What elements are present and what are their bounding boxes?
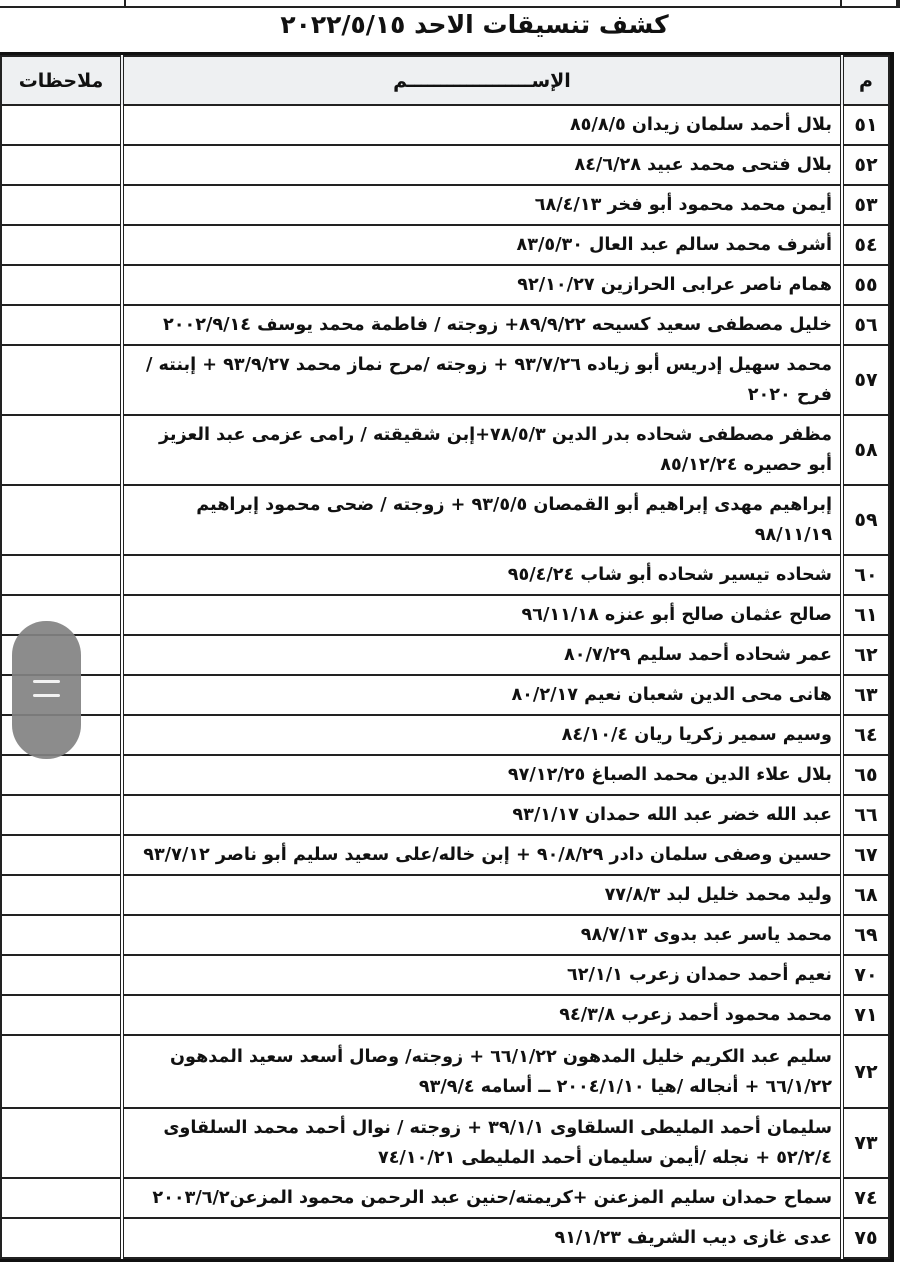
row-number: ٦٦ xyxy=(842,795,889,835)
row-notes xyxy=(1,415,122,485)
row-notes xyxy=(1,345,122,415)
row-number: ٧٤ xyxy=(842,1178,889,1218)
row-notes xyxy=(1,555,122,595)
row-notes xyxy=(1,1218,122,1258)
row-number: ٦١ xyxy=(842,595,889,635)
row-name: هانى محى الدين شعبان نعيم ٨٠/٢/١٧ xyxy=(122,675,842,715)
grip-line-icon xyxy=(33,694,60,697)
row-name: أشرف محمد سالم عبد العال ٨٣/٥/٣٠ xyxy=(122,225,842,265)
row-name: خليل مصطفى سعيد كسيحه ٨٩/٩/٢٢+ زوجته / فاطمة محمد يوسف ٢٠٠٢/٩/١٤ xyxy=(122,305,842,345)
row-notes xyxy=(1,875,122,915)
row-name: سماح حمدان سليم المزعنن +كريمته/حنين عبد الرحمن محمود المزعن٢٠٠٣/٦/٢ xyxy=(122,1178,842,1218)
row-notes xyxy=(1,835,122,875)
row-notes xyxy=(1,305,122,345)
row-name: بلال أحمد سلمان زيدان ٨٥/٨/٥ xyxy=(122,105,842,145)
row-notes xyxy=(1,955,122,995)
row-notes xyxy=(1,485,122,555)
grip-line-icon xyxy=(33,680,60,683)
row-number: ٦٠ xyxy=(842,555,889,595)
row-notes xyxy=(1,225,122,265)
row-number: ٦٢ xyxy=(842,635,889,675)
header-notes: ملاحظات xyxy=(1,56,122,105)
table-row xyxy=(1,1178,889,1218)
row-number: ٥١ xyxy=(842,105,889,145)
row-name: محمد سهيل إدريس أبو زياده ٩٣/٧/٢٦ + زوجته /مرح نماز محمد ٩٣/٩/٢٧ + إبنته / فرح ٢٠٢٠ xyxy=(122,345,842,415)
row-number: ٦٤ xyxy=(842,715,889,755)
table-row xyxy=(1,265,889,305)
row-number: ٧١ xyxy=(842,995,889,1035)
row-name: عدى غازى ديب الشريف ٩١/١/٢٣ xyxy=(122,1218,842,1258)
row-name: سليم عبد الكريم خليل المدهون ٦٦/١/٢٢ + زوجته/ وصال أسعد سعيد المدهون ٦٦/١/٢٢ + أنجاله /هيا ٢٠٠٤/١/١٠ ــ أسامه ٩٣/٩/٤ xyxy=(122,1035,842,1108)
row-number: ٥٩ xyxy=(842,485,889,555)
row-number: ٥٨ xyxy=(842,415,889,485)
table-row xyxy=(1,755,889,795)
row-number: ٥٥ xyxy=(842,265,889,305)
row-notes xyxy=(1,1035,122,1108)
row-number: ٥٧ xyxy=(842,345,889,415)
header-row xyxy=(1,56,889,105)
row-number: ٦٨ xyxy=(842,875,889,915)
table-row xyxy=(1,555,889,595)
table-row xyxy=(1,955,889,995)
table-row xyxy=(1,415,889,485)
table-row xyxy=(1,875,889,915)
row-name: أيمن محمد محمود أبو فخر ٦٨/٤/١٣ xyxy=(122,185,842,225)
row-number: ٧٣ xyxy=(842,1108,889,1178)
table-row xyxy=(1,595,889,635)
names-table xyxy=(0,52,894,1262)
row-number: ٥٣ xyxy=(842,185,889,225)
row-number: ٧٢ xyxy=(842,1035,889,1108)
row-name: عبد الله خضر عبد الله حمدان ٩٣/١/١٧ xyxy=(122,795,842,835)
row-name: بلال فتحى محمد عبيد ٨٤/٦/٢٨ xyxy=(122,145,842,185)
row-name: سليمان أحمد المليطى السلقاوى ٣٩/١/١ + زوجته / نوال أحمد محمد السلقاوى ٥٢/٢/٤ + نجله /أيمن سليمان أحمد المليطى ٧٤/١٠/٢١ xyxy=(122,1108,842,1178)
row-name: وسيم سمير زكريا ريان ٨٤/١٠/٤ xyxy=(122,715,842,755)
table-row xyxy=(1,635,889,675)
row-number: ٧٥ xyxy=(842,1218,889,1258)
table-row xyxy=(1,1035,889,1108)
table-row xyxy=(1,145,889,185)
row-name: مظفر مصطفى شحاده بدر الدين ٧٨/٥/٣+إبن شقيقته / رامى عزمى عبد العزيز أبو حصيره ٨٥/١٢/٢٤ xyxy=(122,415,842,485)
table-row xyxy=(1,715,889,755)
top-edge xyxy=(0,0,909,8)
table-row xyxy=(1,915,889,955)
table-row xyxy=(1,675,889,715)
row-notes xyxy=(1,995,122,1035)
row-number: ٥٤ xyxy=(842,225,889,265)
table-row xyxy=(1,225,889,265)
row-name: محمد محمود أحمد زعرب ٩٤/٣/٨ xyxy=(122,995,842,1035)
row-notes xyxy=(1,1108,122,1178)
row-name: عمر شحاده أحمد سليم ٨٠/٧/٢٩ xyxy=(122,635,842,675)
row-notes xyxy=(1,145,122,185)
row-number: ٦٧ xyxy=(842,835,889,875)
header-name: الإســـــــــــــــــــم xyxy=(122,56,842,105)
row-number: ٧٠ xyxy=(842,955,889,995)
table-row xyxy=(1,305,889,345)
row-name: حسين وصفى سلمان دادر ٩٠/٨/٢٩ + إبن خاله/على سعيد سليم أبو ناصر ٩٣/٧/١٢ xyxy=(122,835,842,875)
row-name: وليد محمد خليل لبد ٧٧/٨/٣ xyxy=(122,875,842,915)
row-notes xyxy=(1,265,122,305)
row-notes xyxy=(1,105,122,145)
row-notes xyxy=(1,755,122,795)
table-row xyxy=(1,185,889,225)
row-notes xyxy=(1,185,122,225)
table-row xyxy=(1,485,889,555)
table-row xyxy=(1,105,889,145)
row-notes xyxy=(1,795,122,835)
row-name: همام ناصر عرابى الحرازين ٩٢/١٠/٢٧ xyxy=(122,265,842,305)
table-row xyxy=(1,835,889,875)
page-title: كشف تنسيقات الاحد ٢٠٢٢/٥/١٥ xyxy=(280,10,669,39)
row-number: ٥٢ xyxy=(842,145,889,185)
table-row xyxy=(1,995,889,1035)
table-row xyxy=(1,1108,889,1178)
row-name: محمد ياسر عبد بدوى ٩٨/٧/١٣ xyxy=(122,915,842,955)
row-notes xyxy=(1,915,122,955)
row-number: ٦٩ xyxy=(842,915,889,955)
table-row xyxy=(1,345,889,415)
row-name: بلال علاء الدين محمد الصباغ ٩٧/١٢/٢٥ xyxy=(122,755,842,795)
row-name: إبراهيم مهدى إبراهيم أبو القمصان ٩٣/٥/٥ + زوجته / ضحى محمود إبراهيم ٩٨/١١/١٩ xyxy=(122,485,842,555)
row-number: ٦٥ xyxy=(842,755,889,795)
row-number: ٦٣ xyxy=(842,675,889,715)
row-name: صالح عثمان صالح أبو عنزه ٩٦/١١/١٨ xyxy=(122,595,842,635)
row-name: نعيم أحمد حمدان زعرب ٦٢/١/١ xyxy=(122,955,842,995)
scroll-handle[interactable] xyxy=(12,621,81,759)
table-row xyxy=(1,1218,889,1258)
row-number: ٥٦ xyxy=(842,305,889,345)
table-row xyxy=(1,795,889,835)
row-name: شحاده تيسير شحاده أبو شاب ٩٥/٤/٢٤ xyxy=(122,555,842,595)
row-notes xyxy=(1,1178,122,1218)
header-num: م xyxy=(842,56,889,105)
